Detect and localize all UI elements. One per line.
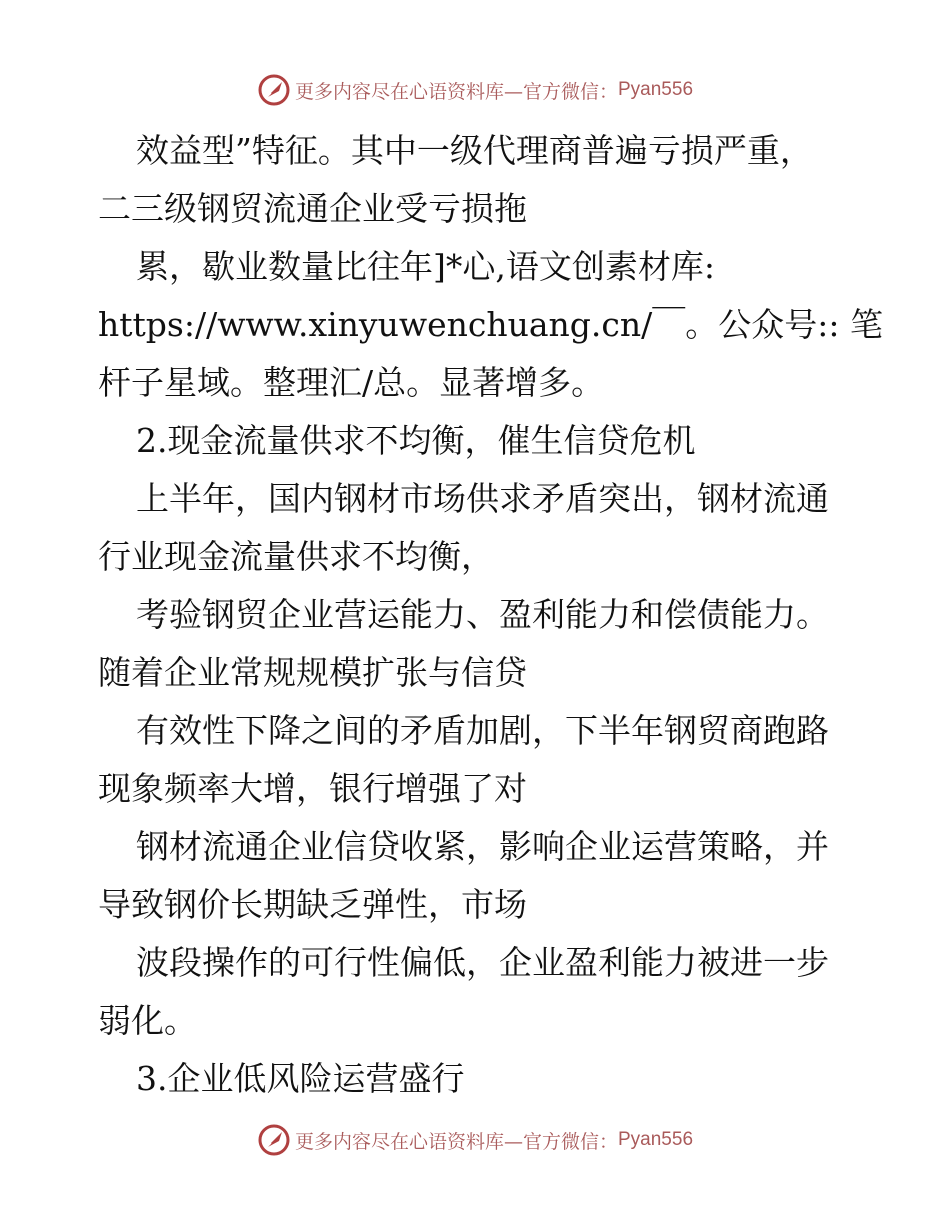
footer-watermark-text: 更多内容尽在心语资料库—官方微信： [294,1130,618,1153]
body-line: 上半年，国内钢材市场供求矛盾突出，钢材流通 [136,479,829,518]
body-line-url: https://www.xinyuwenchuang.cn/￣。公众号:: 笔 [98,305,883,344]
body-line: 考验钢贸企业营运能力、盈利能力和偿债能力。 [136,595,829,634]
body-line: 钢材流通企业信贷收紧，影响企业运营策略，并 [136,827,829,866]
body-line: 杆子星域。整理汇/总。显著增多。 [98,363,605,402]
quill-logo-icon [257,73,291,107]
section-heading-2: 2.现金流量供求不均衡，催生信贷危机 [136,421,696,460]
body-line: 累，歇业数量比往年]*心,语文创素材库: [136,247,715,286]
body-line: 行业现金流量供求不均衡， [98,537,494,576]
body-line: 现象频率大增，银行增强了对 [98,769,527,808]
header-watermark-account: Pyan556 [618,79,694,100]
quill-logo-icon [257,1123,291,1157]
body-line: 效益型”特征。其中一级代理商普遍亏损严重， [136,131,813,170]
header-watermark-banner [0,70,950,110]
body-line: 弱化。 [98,1001,197,1040]
body-line: 有效性下降之间的矛盾加剧，下半年钢贸商跑路 [136,711,829,750]
footer-watermark-banner [0,1120,950,1160]
body-line: 波段操作的可行性偏低，企业盈利能力被进一步 [136,943,829,982]
body-line: 二三级钢贸流通企业受亏损拖 [98,189,527,228]
body-line: 导致钢价长期缺乏弹性，市场 [98,885,527,924]
body-line: 随着企业常规规模扩张与信贷 [98,653,527,692]
section-heading-3: 3.企业低风险运营盛行 [136,1059,465,1098]
document-body [98,122,883,1108]
header-watermark-text: 更多内容尽在心语资料库—官方微信： [294,80,618,103]
footer-watermark-account: Pyan556 [618,1129,694,1150]
